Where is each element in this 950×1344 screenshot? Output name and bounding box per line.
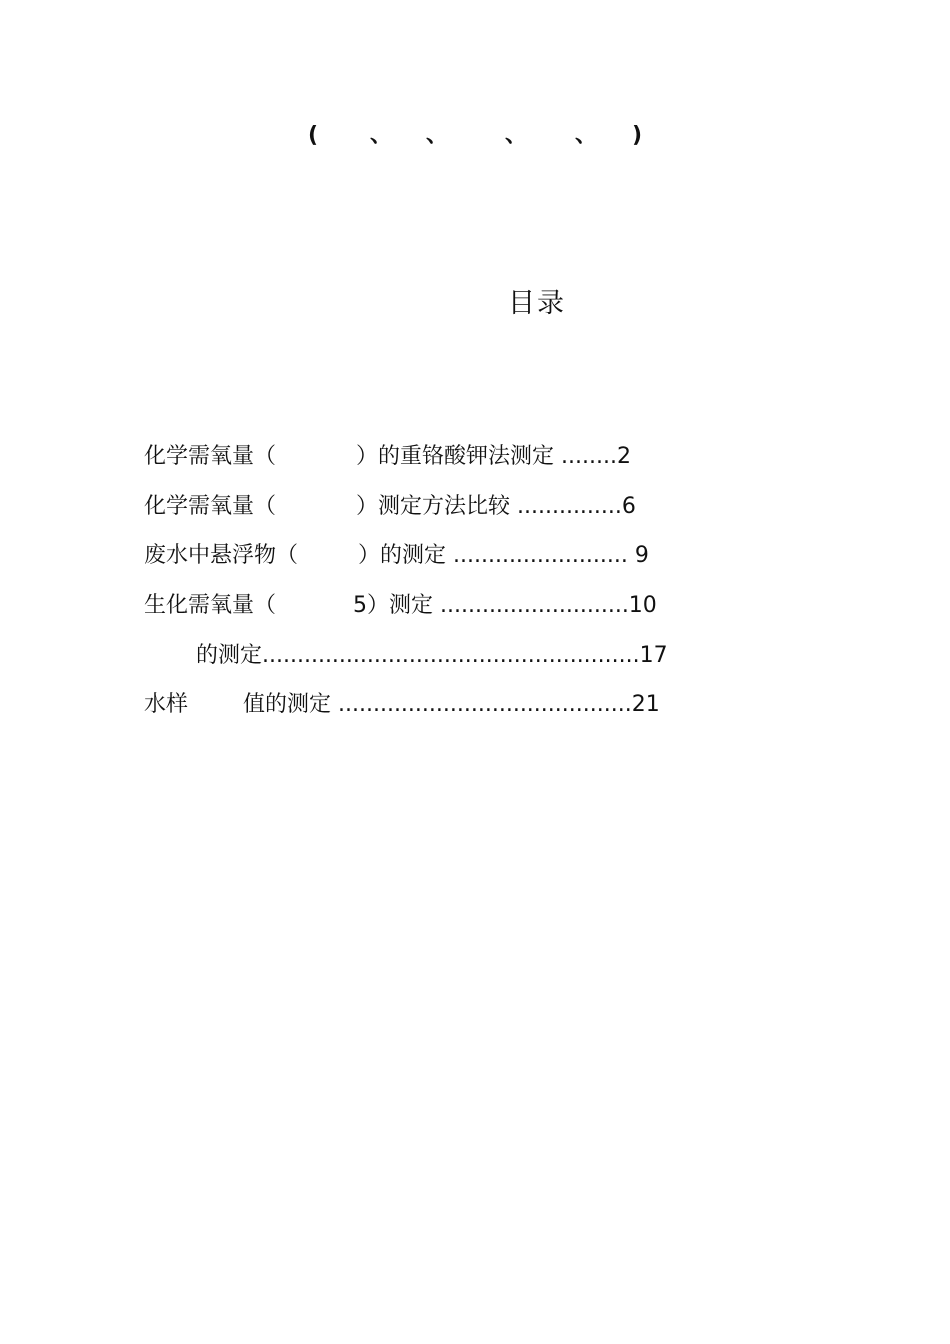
header-separator: 、	[426, 123, 449, 148]
toc-title: 目录	[508, 288, 566, 319]
toc-entry-title-prefix: 化学需氧量（	[144, 494, 277, 519]
toc-entry-title-suffix: 的测定......................................................17	[196, 643, 668, 668]
toc-entry-title-suffix: ）测定方法比较 ...............6	[356, 494, 636, 519]
header-close-paren: )	[632, 123, 643, 148]
toc-entry-title-suffix: ）的重铬酸钾法测定 ........2	[356, 444, 631, 469]
header-line	[0, 121, 950, 151]
toc-entry-title-prefix: 生化需氧量（	[144, 593, 277, 618]
header-separator: 、	[505, 123, 528, 148]
header-open-paren: (	[308, 123, 319, 148]
header-separator: 、	[370, 123, 393, 148]
toc-entry-title-suffix: 5）测定 ...........................10	[353, 593, 657, 618]
header-separator: 、	[575, 123, 598, 148]
toc-entry-title-prefix: 水样	[144, 692, 189, 717]
toc-entry-title-suffix: ）的测定 ......................... 9	[358, 543, 649, 568]
toc-entry-title-prefix: 化学需氧量（	[144, 444, 277, 469]
toc-entry-title-prefix: 废水中悬浮物（	[144, 543, 299, 568]
toc-entry-title-suffix: 值的测定 ..........................................21	[243, 692, 660, 717]
